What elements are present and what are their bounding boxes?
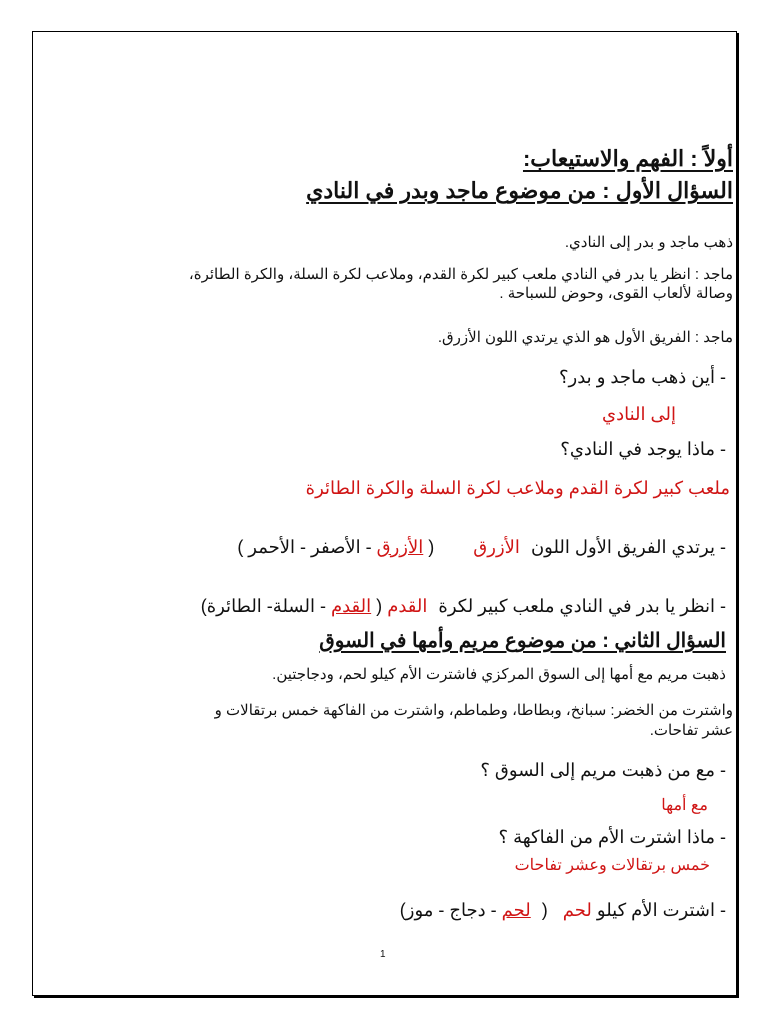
question-text: ماذا يوجد في النادي؟ <box>560 439 715 459</box>
dash: - <box>720 596 726 616</box>
open-paren: ( <box>376 596 383 616</box>
question-1-2 <box>560 439 726 460</box>
passage1-line2: ماجد : انظر يا بدر في النادي ملعب كبير لكرة القدم، وملاعب لكرة السلة، والكرة الطائرة، <box>188 266 733 283</box>
choice-rest: - الأصفر - الأحمر ) <box>237 537 372 557</box>
section-heading: أولاً : الفهم والاستيعاب: <box>522 146 733 171</box>
answer-1-2: ملعب كبير لكرة القدم وملاعب لكرة السلة والكرة الطائرة <box>305 478 730 498</box>
page-number: 1 <box>380 949 386 960</box>
question1-heading: السؤال الأول : من موضوع ماجد وبدر في النادي <box>306 178 733 203</box>
answer-2-1: مع أمها <box>661 797 708 814</box>
fill-answer: الأزرق <box>473 537 520 557</box>
fill-text: يرتدي الفريق الأول اللون <box>530 537 715 557</box>
choice-correct: لحم <box>501 900 531 920</box>
fill-blank-1-2 <box>201 596 726 617</box>
passage2-line2: واشترت من الخضر: سبانخ، وبطاطا، وطماطم، واشترت من الفاكهة خمس برتقالات و <box>214 702 733 719</box>
question-text: أين ذهب ماجد و بدر؟ <box>558 367 715 387</box>
answer-1-1: إلى النادي <box>602 404 676 424</box>
fill-text: اشترت الأم كيلو <box>596 900 715 920</box>
passage1-line4: ماجد : الفريق الأول هو الذي يرتدي اللون الأزرق. <box>437 329 733 346</box>
question-text: ماذا اشترت الأم من الفاكهة ؟ <box>498 827 715 847</box>
passage2-line1: ذهبت مريم مع أمها إلى السوق المركزي فاشترت الأم كيلو لحم، ودجاجتين. <box>272 666 726 683</box>
dash: - <box>720 367 726 387</box>
answer-2-2: خمس برتقالات وعشر تفاحات <box>514 857 710 874</box>
fill-answer: لحم <box>562 900 592 920</box>
question-2-1 <box>480 760 726 781</box>
dash: - <box>720 760 726 780</box>
fill-blank-1-1 <box>237 537 726 558</box>
open-paren: ( <box>541 900 548 920</box>
passage2-line3: عشر تفاحات. <box>649 722 733 739</box>
page-border <box>32 31 737 996</box>
question-1-1 <box>559 367 726 388</box>
dash: - <box>720 439 726 459</box>
dash: - <box>720 900 726 920</box>
choice-correct: القدم <box>330 596 372 616</box>
dash: - <box>720 537 726 557</box>
fill-text: انظر يا بدر في النادي ملعب كبير لكرة <box>438 596 715 616</box>
fill-blank-2-1 <box>400 900 726 921</box>
dash: - <box>720 827 726 847</box>
fill-answer: القدم <box>387 596 428 616</box>
passage1-line3: وصالة لألعاب القوى، وحوض للسباحة . <box>499 285 733 302</box>
choice-correct: الأزرق <box>376 537 424 557</box>
open-paren: ( <box>428 537 435 557</box>
question-2-2 <box>499 827 726 848</box>
question2-heading: السؤال الثاني : من موضوع مريم وأمها في السوق <box>319 630 726 652</box>
passage1-line1: ذهب ماجد و بدر إلى النادي. <box>564 234 733 251</box>
choice-rest: - دجاج - موز) <box>399 900 497 920</box>
question-text: مع من ذهبت مريم إلى السوق ؟ <box>480 760 715 780</box>
choice-rest: - السلة- الطائرة) <box>200 596 326 616</box>
